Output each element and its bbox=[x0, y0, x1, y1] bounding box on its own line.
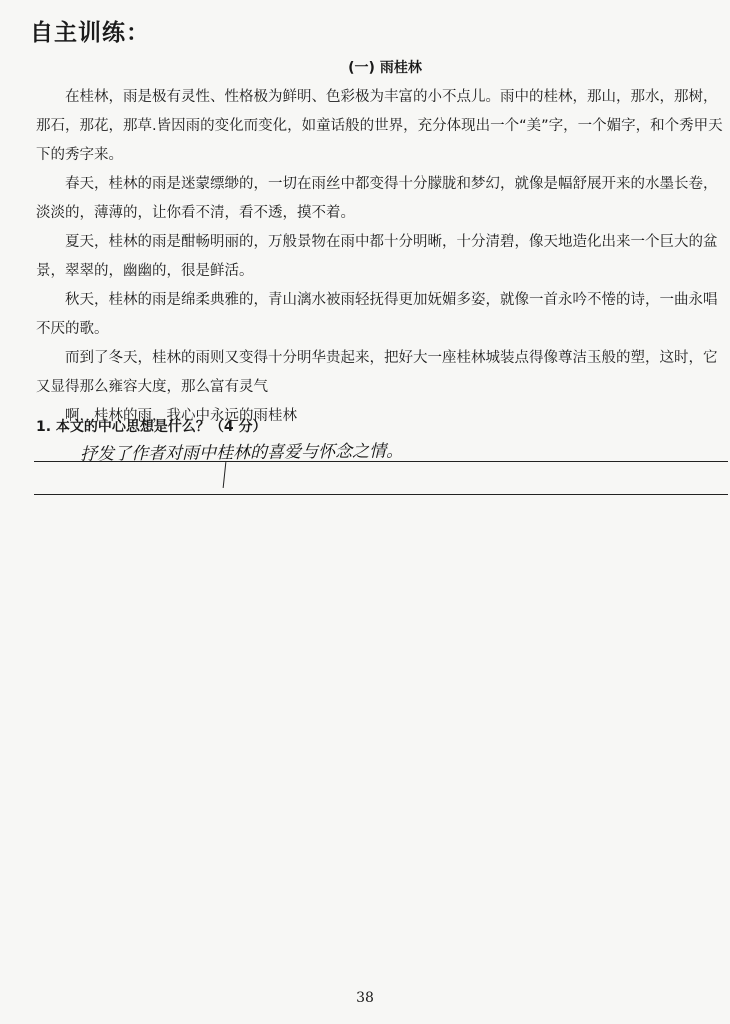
paragraph: 夏天，桂林的雨是酣畅明丽的，万般景物在雨中都十分明晰，十分清碧，像天地造化出来一个巨大的盆景，翠翠的，幽幽的，很是鲜活。 bbox=[36, 234, 718, 279]
paragraph: 啊，桂林的雨，我心中永远的雨桂林 bbox=[65, 408, 297, 424]
paragraph: 秋天，桂林的雨是绵柔典雅的，青山漓水被雨轻抚得更加妩媚多姿，就像一首永吟不惓的诗，一曲永唱不厌的歌。 bbox=[36, 292, 718, 337]
pen-stroke bbox=[223, 462, 227, 488]
question-1: 1. 本文的中心思想是什么？（4 分） bbox=[36, 419, 267, 435]
page-number: 38 bbox=[356, 990, 374, 1006]
section-title: 自主训练： bbox=[30, 20, 150, 46]
answer-line bbox=[34, 494, 728, 495]
paragraph: 春天，桂林的雨是迷蒙缥缈的，一切在雨丝中都变得十分朦胧和梦幻，就像是幅舒展开来的水墨长卷，淡淡的，薄薄的，让你看不清，看不透，摸不着。 bbox=[36, 176, 718, 221]
paragraph: 在桂林，雨是极有灵性、性格极为鲜明、色彩极为丰富的小不点儿。雨中的桂林，那山，那水，那树，那石，那花，那草.皆因雨的变化而变化，如童话般的世界，充分体现出一个“美”字，一个媚字，和个秀甲天下的秀字来。 bbox=[36, 89, 723, 163]
handwritten-answer: 抒发了作者对雨中桂林的喜爱与怀念之情。 bbox=[79, 441, 404, 465]
paragraph: 而到了冬天，桂林的雨则又变得十分明华贵起来，把好大一座桂林城装点得像尊洁玉般的塑，这时，它又显得那么雍容大度，那么富有灵气 bbox=[36, 350, 718, 395]
article-title: (一) 雨桂林 bbox=[348, 60, 422, 76]
article-body bbox=[36, 83, 726, 431]
answer-line bbox=[34, 461, 728, 462]
